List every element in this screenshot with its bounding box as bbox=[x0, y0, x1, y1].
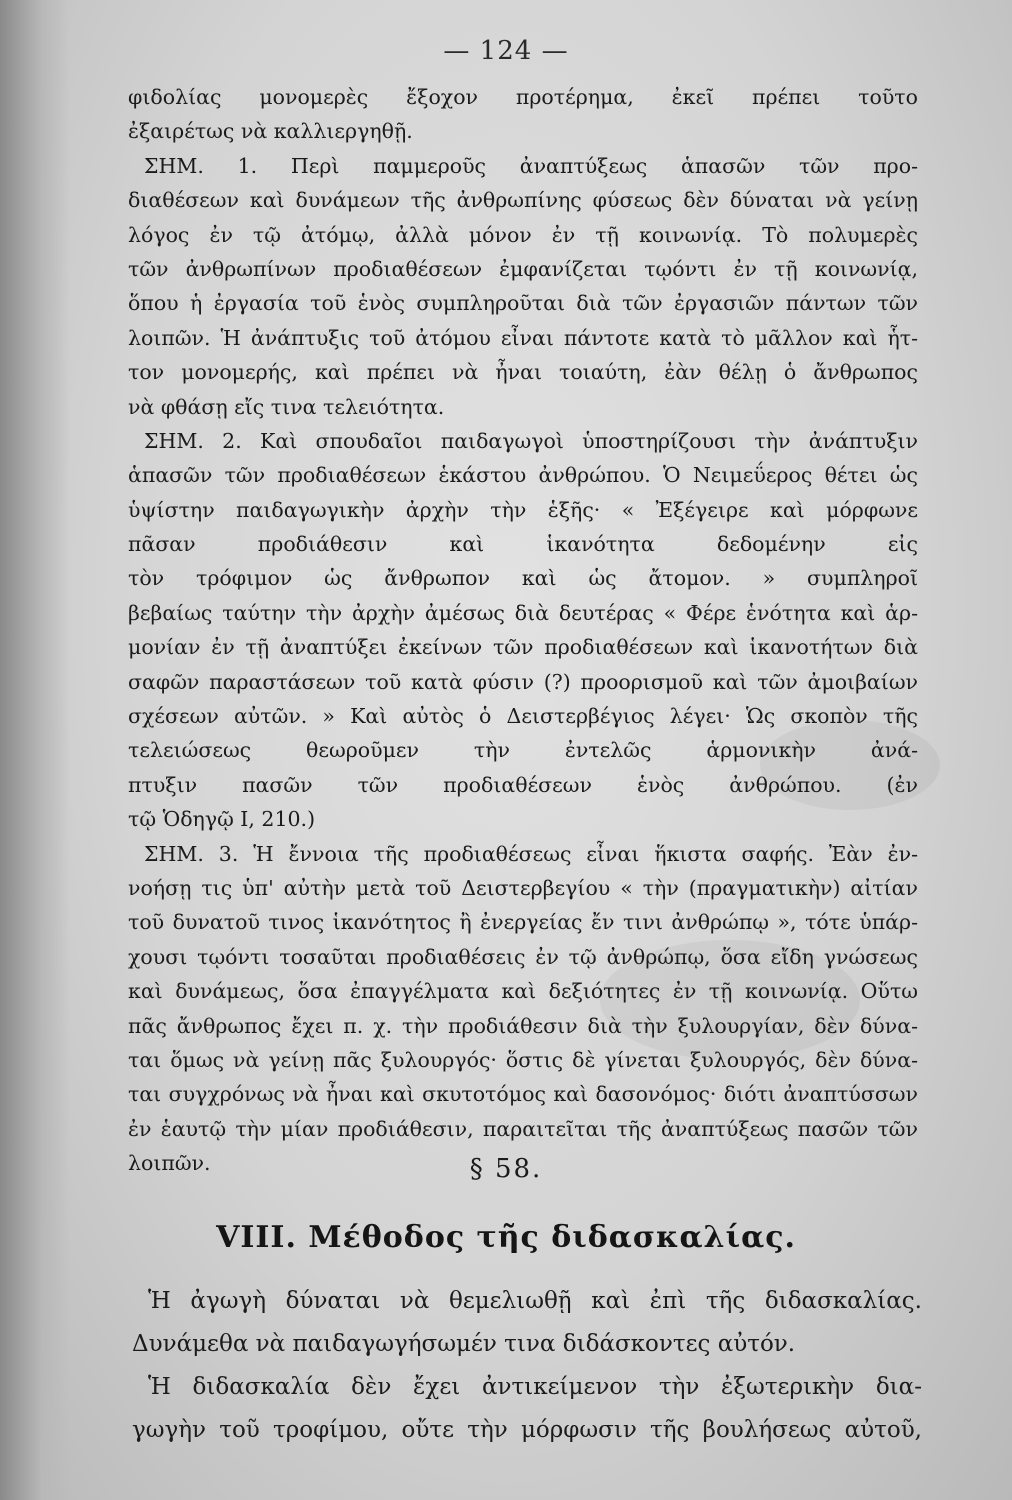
text-line: τῶν ἀνθρωπίνων προδιαθέσεων ἐμφανίζεται τῳόντι ἐν τῇ κοινωνίᾳ, bbox=[128, 256, 918, 281]
text-line: φιδολίας μονομερὲς ἔξοχον προτέρημα, ἐκεῖ πρέπει τοῦτο bbox=[128, 85, 918, 109]
text-line: καὶ δυνάμεως, ὅσα ἐπαγγέλματα καὶ δεξιότητες ἐν τῇ κοινωνίᾳ. Οὕτω bbox=[128, 979, 918, 1004]
text-line: τελειώσεως θεωροῦμεν τὴν ἐντελῶς ἁρμονικὴν ἀνά- bbox=[128, 738, 918, 763]
text-line: νοήσῃ τις ὑπ' αὐτὴν μετὰ τοῦ Δειστερβεγίου « τὴν (πραγματικὴν) αἰτίαν bbox=[128, 875, 918, 900]
text-line: μονίαν ἐν τῇ ἀναπτύξει ἐκείνων τῶν προδιαθέσεων καὶ ἱκανοτήτων διὰ bbox=[128, 635, 918, 660]
text-line: ἐξαιρέτως νὰ καλλιεργηθῇ. bbox=[128, 119, 413, 144]
page-number: — 124 — bbox=[443, 36, 569, 66]
text-line: ται ὅμως νὰ γείνῃ πᾶς ξυλουργός· ὅστις δὲ γίνεται ξυλουργός, δὲν δύνα- bbox=[128, 1047, 918, 1072]
text-line: Δυνάμεθα νὰ παιδαγωγήσωμέν τινα διδάσκοντες αὐτόν. bbox=[132, 1331, 796, 1357]
text-line: διαθέσεων καὶ δυνάμεων τῆς ἀνθρωπίνης φύσεως δὲν δύναται νὰ γείνῃ bbox=[128, 188, 918, 213]
text-line: ὅπου ἡ ἐργασία τοῦ ἑνὸς συμπληροῦται διὰ τῶν ἐργασιῶν πάντων τῶν bbox=[128, 291, 918, 316]
text-line: λόγος ἐν τῷ ἀτόμῳ, ἀλλὰ μόνον ἐν τῇ κοινωνίᾳ. Τὸ πολυμερὲς bbox=[128, 222, 918, 247]
chapter-title: VIII. Μέθοδος τῆς διδασκαλίας. bbox=[216, 1220, 796, 1255]
text-line: σχέσεων αὐτῶν. » Καὶ αὐτὸς ὁ Δειστερβέγιος λέγει· Ὡς σκοπὸν τῆς bbox=[128, 704, 918, 729]
text-line: ΣΗΜ. 2. Καὶ σπουδαῖοι παιδαγωγοὶ ὑποστηρίζουσι τὴν ἀνάπτυξιν bbox=[144, 428, 918, 453]
text-line: σαφῶν παραστάσεων τοῦ κατὰ φύσιν (?) προορισμοῦ καὶ τῶν ἀμοιβαίων bbox=[128, 669, 918, 694]
text-line: τῷ Ὁδηγῷ I, 210.) bbox=[128, 807, 316, 832]
page-gutter-shadow bbox=[0, 0, 70, 1500]
text-line: Ἡ ἀγωγὴ δύναται νὰ θεμελιωθῇ καὶ ἐπὶ τῆς διδασκαλίας. bbox=[148, 1288, 922, 1314]
text-line: χουσι τῳόντι τοσαῦται προδιαθέσεις ἐν τῷ ἀνθρώπῳ, ὅσα εἴδη γνώσεως bbox=[128, 944, 918, 969]
body-text-top bbox=[128, 80, 918, 1181]
text-line: γωγὴν τοῦ τροφίμου, οὔτε τὴν μόρφωσιν τῆς βουλήσεως αὐτοῦ, bbox=[132, 1417, 922, 1443]
text-line: λοιπῶν. bbox=[128, 1151, 211, 1176]
text-line: τὸν τρόφιμον ὡς ἄνθρωπον καὶ ὡς ἄτομον. » συμπληροῖ bbox=[128, 566, 918, 591]
text-line: τοῦ δυνατοῦ τινος ἱκανότητος ἢ ἐνεργείας ἔν τινι ἀνθρώπῳ », τότε ὑπάρ- bbox=[128, 910, 918, 935]
text-line: ται συγχρόνως νὰ ἦναι καὶ σκυτοτόμος καὶ δασονόμος· διότι ἀναπτύσσων bbox=[128, 1082, 918, 1107]
text-line: ἐν ἑαυτῷ τὴν μίαν προδιάθεσιν, παραιτεῖται τῆς ἀναπτύξεως πασῶν τῶν bbox=[128, 1116, 918, 1141]
text-line: ΣΗΜ. 1. Περὶ παμμεροῦς ἀναπτύξεως ἁπασῶν τῶν προ- bbox=[144, 153, 918, 178]
text-line: ΣΗΜ. 3. Ἡ ἔννοια τῆς προδιαθέσεως εἶναι ἥκιστα σαφής. Ἐὰν ἐν- bbox=[144, 841, 918, 866]
text-line: βεβαίως ταύτην τὴν ἀρχὴν ἀμέσως διὰ δευτέρας « Φέρε ἑνότητα καὶ ἁρ- bbox=[128, 600, 918, 625]
text-line: ὑψίστην παιδαγωγικὴν ἀρχὴν τὴν ἑξῆς· « Ἐξέγειρε καὶ μόρφωνε bbox=[128, 497, 918, 522]
text-line: πᾶς ἄνθρωπος ἔχει π. χ. τὴν προδιάθεσιν διὰ τὴν ξυλουργίαν, δὲν δύνα- bbox=[128, 1013, 918, 1038]
text-line: πτυξιν πασῶν τῶν προδιαθέσεων ἑνὸς ἀνθρώπου. (ἐν bbox=[128, 772, 918, 797]
text-line: Ἡ διδασκαλία δὲν ἔχει ἀντικείμενον τὴν ἐξωτερικὴν δια- bbox=[148, 1374, 922, 1400]
text-line: λοιπῶν. Ἡ ἀνάπτυξις τοῦ ἀτόμου εἶναι πάντοτε κατὰ τὸ μᾶλλον καὶ ἧτ- bbox=[128, 325, 918, 350]
text-line: πᾶσαν προδιάθεσιν καὶ ἱκανότητα δεδομένην εἰς bbox=[128, 532, 918, 557]
text-line: ἁπασῶν τῶν προδιαθέσεων ἑκάστου ἀνθρώπου. Ὁ Νειμεΰερος θέτει ὡς bbox=[128, 463, 918, 488]
section-number: § 58. bbox=[469, 1154, 543, 1184]
text-line: νὰ φθάσῃ εἴς τινα τελειότητα. bbox=[128, 394, 445, 419]
text-line: τον μονομερής, καὶ πρέπει νὰ ἦναι τοιαύτη, ἐὰν θέλῃ ὁ ἄνθρωπος bbox=[128, 360, 918, 385]
body-text-bottom bbox=[132, 1280, 922, 1452]
